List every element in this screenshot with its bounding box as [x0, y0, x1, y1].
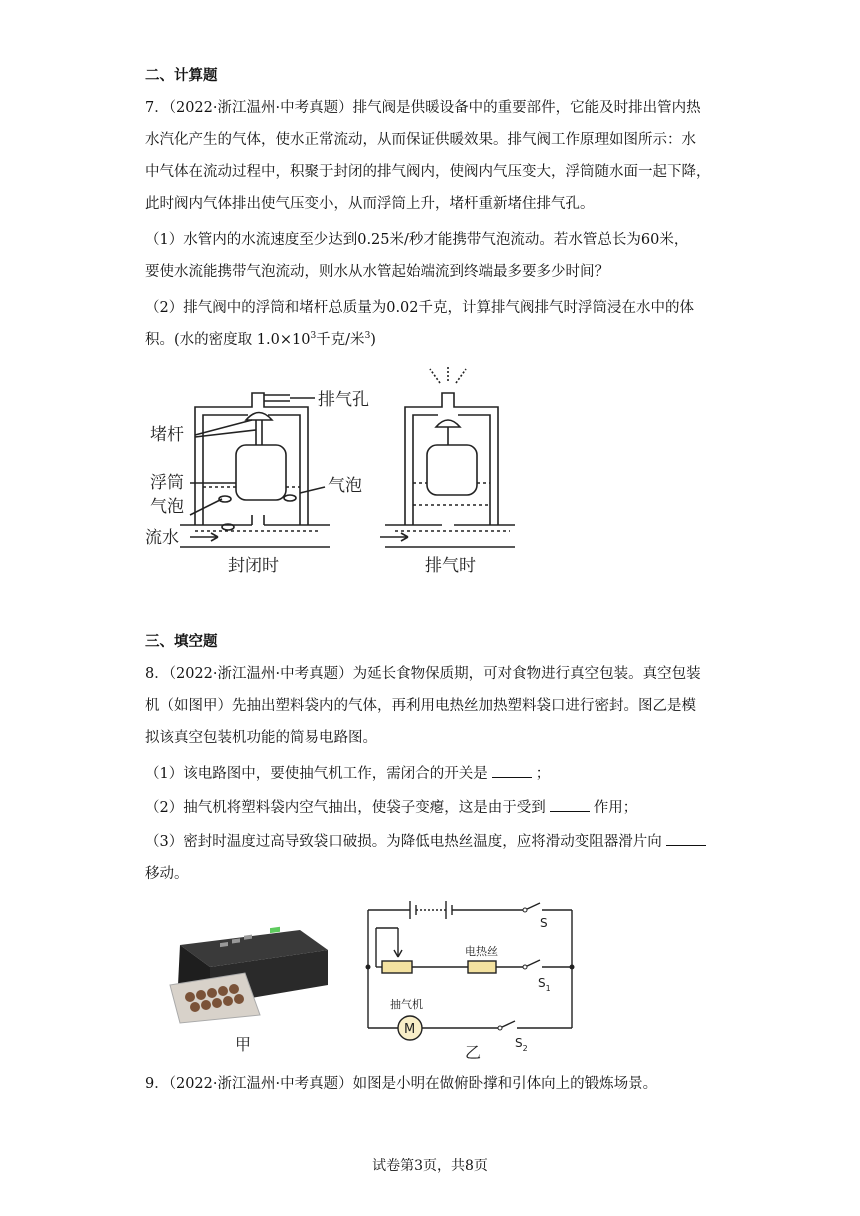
q8-sub3 [145, 830, 710, 851]
label-float: 浮筒 [150, 473, 184, 493]
vacuum-packer-figure [150, 905, 350, 1055]
q7-text-line4: 此时阀内气体排出使气压变小，从而浮筒上升，堵杆重新堵住排气孔。 [145, 196, 595, 212]
caption-exhaust: 排气时 [425, 556, 476, 576]
q7-sub2-line2 [145, 328, 376, 349]
caption-jia: 甲 [235, 1035, 252, 1054]
label-bubble-left: 气泡 [150, 497, 184, 517]
q7-sub1-line1: （1）水管内的水流速度至少达到0.25米/秒才能携带气泡流动。若水管总长为60米， [145, 232, 689, 248]
q8-sub3-line2: 移动。 [145, 866, 189, 882]
q8-sub2-text: （2）抽气机将塑料袋内空气抽出，使袋子变瘪，这是由于受到 [145, 800, 546, 816]
page-footer: 试卷第3页，共8页 [372, 1158, 488, 1174]
q8-sub1-text: （1）该电路图中，要使抽气机工作，需闭合的开关是 [145, 766, 488, 782]
caption-closed: 封闭时 [228, 556, 279, 576]
label-water: 流水 [145, 528, 179, 548]
closed-valve-body [195, 393, 308, 525]
q8-text-line2: 机（如图甲）先抽出塑料袋内的气体，再利用电热丝加热塑料袋口进行密封。图乙是模 [145, 698, 696, 714]
closed-float [236, 445, 286, 500]
q8-sub2-end: 作用； [593, 800, 638, 816]
q8-sub1-blank [492, 765, 532, 778]
q8-sub2 [145, 796, 637, 817]
section-title-fill: 三、填空题 [145, 633, 218, 650]
q7-text-line1: 7．（2022·浙江温州·中考真题）排气阀是供暖设备中的重要部件，它能及时排出管内热 [145, 100, 701, 116]
circuit-figure [360, 895, 590, 1065]
caption-yi: 乙 [465, 1043, 482, 1062]
q7-sub2-text-b: 千克/米 [316, 332, 365, 348]
q7-sub2-sup: 3 [310, 331, 317, 342]
q7-text-line2: 水汽化产生的气体，使水正常流动，从而保证供暖效果。排气阀工作原理如图所示：水 [145, 132, 696, 148]
label-exhaust-hole: 排气孔 [318, 390, 369, 410]
label-heater: 电热丝 [465, 945, 498, 958]
exhaust-valve-figure [140, 365, 540, 580]
q7-sub2-text-c: ) [370, 332, 376, 348]
section-title-calc: 二、计算题 [145, 67, 218, 84]
q7-sub2-sup2: 3 [364, 331, 371, 342]
label-pump: 抽气机 [390, 998, 423, 1011]
label-switch-s: S [540, 916, 548, 930]
q9-text-line1: 9．（2022·浙江温州·中考真题）如图是小明在做俯卧撑和引体向上的锻炼场景。 [145, 1076, 658, 1092]
label-switch-s2: $S_2$ [515, 1036, 528, 1053]
q8-sub1-end: ； [535, 766, 551, 782]
q8-sub3-text: （3）密封时温度过高导致袋口破损。为降低电热丝温度，应将滑动变阻器滑片向 [145, 834, 662, 850]
q7-sub2-line1: （2）排气阀中的浮筒和堵杆总质量为0.02千克，计算排气阀排气时浮筒浸在水中的体 [145, 300, 695, 316]
label-switch-s1: $S_1$ [538, 976, 551, 993]
motor-symbol: M [404, 1022, 416, 1037]
label-rod: 堵杆 [150, 425, 184, 445]
q8-text-line3: 拟该真空包装机功能的简易电路图。 [145, 730, 377, 746]
q8-sub3-blank [666, 833, 706, 846]
q8-sub1 [145, 762, 550, 783]
q7-sub1-line2: 要使水流能携带气泡流动，则水从水管起始端流到终端最多要多少时间？ [145, 264, 609, 280]
q8-text-line1: 8．（2022·浙江温州·中考真题）为延长食物保质期，可对食物进行真空包装。真空包装 [145, 666, 701, 682]
q7-sub2-text-a: 积。(水的密度取 1.0×10 [145, 332, 311, 348]
label-bubble-right: 气泡 [328, 476, 362, 496]
q7-text-line3: 中气体在流动过程中，积聚于封闭的排气阀内，使阀内气压变大，浮筒随水面一起下降， [145, 164, 711, 180]
q8-sub2-blank [550, 799, 590, 812]
